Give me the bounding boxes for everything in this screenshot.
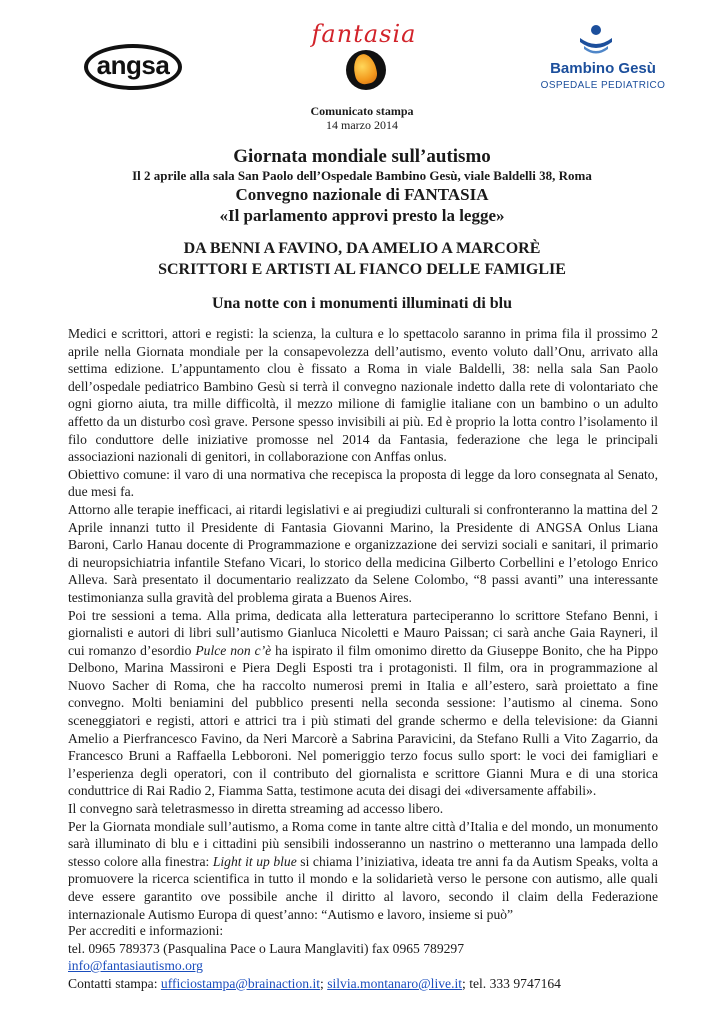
tagline: Una notte con i monumenti illuminati di blu [211,295,513,312]
initiative-title: Light it up blue [212,853,297,869]
fantasia-logo-text: fantasia [311,20,417,48]
fantasia-logo [304,20,424,106]
paragraph-text: si chiama l’iniziativa, ideata tre anni fa da Autism Speaks, volta a promuovere la ricerca scientifica in tutto il mondo e la solidarietà verso le persone con autismo, alle quali deve essere garantito ove possibile anche il diritto al lavoro, secondo il claim della Federazione internazionale Autismo Europa di quest’anno: “Autismo e lavoro, insieme si può” [68,853,658,922]
paragraph: Il convegno sarà teletrasmesso in diretta streaming ad accesso libero. [68,801,444,817]
angsa-logo [84,44,182,90]
contacts-heading: Per accrediti e informazioni: [68,923,224,938]
press-contacts-prefix: Contatti stampa: [68,975,161,991]
bambino-gesu-logo [528,24,678,104]
bambino-gesu-subtitle: OSPEDALE PEDIATRICO [540,80,666,91]
press-email-link-1[interactable]: ufficiostampa@brainaction.it [160,975,320,991]
press-contacts-phone: ; tel. 333 9747164 [462,975,561,991]
convegno-quote: «Il parlamento approvi presto la legge» [219,206,505,225]
paragraph [68,607,658,801]
logo-bar [0,14,724,94]
page-title: Giornata mondiale sull’autismo [233,146,491,167]
headline [0,238,724,280]
paragraph: Medici e scrittori, attori e registi: la scienza, la cultura e lo spettacolo saranno in prima fila il prossimo 2 aprile nella Giornata mondiale per la consapevolezza dell’autismo, evento voluto dall’Onu, arrivato alla settima edizione. L’appuntamento clou è fissato a Roma in viale Baldelli, 38: nella sala San Paolo dell’ospedale pediatrico Bambino Gesù si terrà il convegno nazionale indetto dalla rete di volontariato che ogni giorno aiuta, tra mille difficoltà, il mezzo milione di famiglie italiane con un bambino o un adulto affetto da un disturbo così grave. Persone spesso invisibili ai più. Ed è proprio la lotta contro l’isolamento il filo conduttore delle iniziative promosse nel 2014 da Fantasia, federazione che lega le principali associazioni nazionali di genitori, in collaborazione con Anffas onlus. [68,326,658,465]
film-title: Pulce non c’è [195,642,272,658]
convegno-title: Convegno nazionale di FANTASIA [235,185,489,204]
bambino-gesu-name: Bambino Gesù [550,60,656,77]
press-contacts-sep: ; [320,975,328,991]
paragraph-text: Per la Giornata mondiale sull’autismo, a Roma come in tante altre città d’Italia e del mondo, un monumento sarà illuminato di blu e i cittadini più sensibili indosseranno un nastrino o metteranno una lampada dello stesso colore alla finestra: [68,818,658,869]
contacts-block [68,922,658,992]
info-email-link[interactable]: info@fantasiautismo.org [68,958,203,974]
headline-line-2: SCRITTORI E ARTISTI AL FIANCO DELLE FAMIGLIE [158,261,566,278]
press-label: Comunicato stampa [310,104,414,118]
press-header [0,104,724,132]
article-body [68,325,658,923]
contacts-phone: tel. 0965 789373 (Pasqualina Pace o Laura Manglaviti) fax 0965 789297 [68,940,465,956]
paragraph-text: ha ispirato il film omonimo diretto da Giuseppe Bonito, che ha Pippo Delbono, Marina Massironi e Piera Degli Esposti tra i protagonisti. Il film, ora in programmazione al Nuovo Sacher di Roma, che ha raccolto numerosi premi in Italia e all’estero, sarà proiettato a fine convegno. Molti beniamini del pubblico presenti nella seconda sessione: l’autismo al cinema. Sono sceneggiatori e registi, attori e attrici tra i più stimati del grande schermo e della televisione: da Gianni Amelio a Pierfrancesco Favino, da Neri Marcorè a Sabrina Paravicini, da Stefano Rulli a Vito Zagarrio, da Francesco Bruni a Raffaella Lebboroni. Nel pomeriggio terzo focus sullo sport: le voci dei famigliari e l’esperienza degli operatori, con il contributo del giornalista e scrittore Gianni Mura e di una storica conduttrice di Rai Radio 2, Fiamma Satta, testimone acuta dei disagi dei «diversamente affabili». [68,642,658,799]
paragraph [68,818,658,924]
press-contacts [68,975,658,993]
paragraph-text: Poi tre sessioni a tema. Alla prima, dedicata alla letteratura parteciperanno lo scrittore Stefano Benni, i giornalisti e autori di libri sull’autismo Gianluca Nicoletti e Mauro Paissan; ci sarà anche Gaia Rayneri, il cui romanzo d’esordio [68,607,658,658]
title-block [0,146,724,226]
paragraph: Obiettivo comune: il varo di una normativa che recepisca la proposta di legge da loro consegnata al Senato, due mesi fa. [68,466,658,500]
event-location: Il 2 aprile alla sala San Paolo dell’Ospedale Bambino Gesù, viale Baldelli 38, Roma [132,168,592,183]
angsa-logo-text: angsa [96,50,170,80]
press-email-link-2[interactable]: silvia.montanaro@live.it [327,975,463,991]
press-date: 14 marzo 2014 [326,118,398,132]
bambino-gesu-emblem-icon [576,24,616,58]
headline-line-1: DA BENNI A FAVINO, DA AMELIO A MARCORÈ [183,240,541,257]
paragraph: Attorno alle terapie inefficaci, ai ritardi legislativi e ai pregiudizi culturali si confronteranno la mattina del 2 Aprile innanzi tutto il Presidente di Fantasia Giovanni Marino, la Presidente di ANGSA Onlus Liana Baroni, Carlo Hanau docente di Programmazione e organizzazione dei servizi sociali e sanitari, il primario di neuropsichiatria infantile Stefano Vicari, lo storico della medicina Gilberto Corbellini e l’etologo Enrico Alleva. Sarà presentato il documentario realizzato da Selene Colombo, “8 passi avanti” una interessante testimonianza sulla gravità del problema girata a Buenos Aires. [68,501,658,605]
